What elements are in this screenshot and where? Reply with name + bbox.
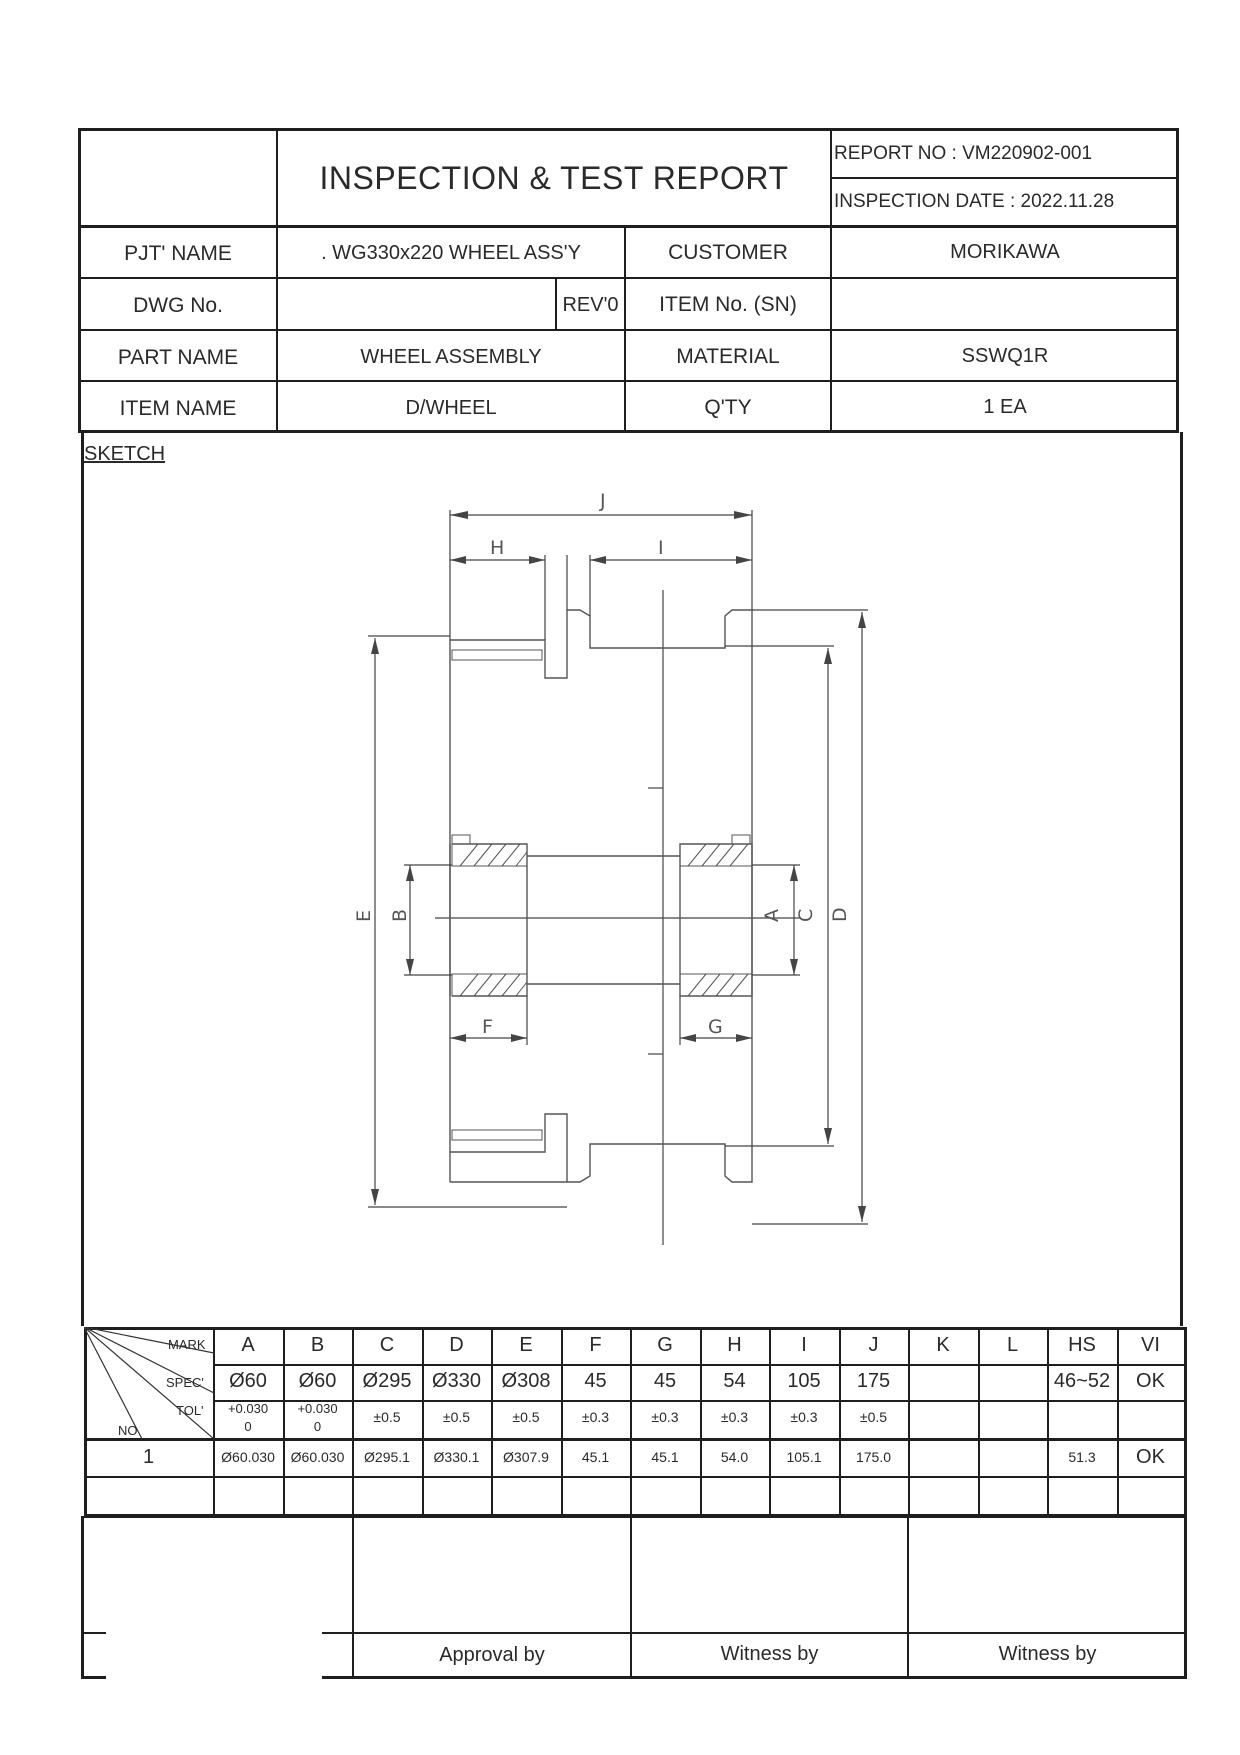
mark-header-f: F	[589, 1334, 602, 1356]
material-label: MATERIAL	[676, 345, 780, 368]
dim-label-E: E	[353, 909, 375, 922]
corner-no: NO	[118, 1423, 138, 1438]
dim-label-H: H	[490, 537, 505, 559]
mark-header-hs: HS	[1068, 1334, 1096, 1356]
dim-label-G: G	[708, 1016, 723, 1038]
spec-cell: 45	[584, 1370, 607, 1392]
spec-cell: Ø60	[229, 1370, 267, 1392]
material-value: SSWQ1R	[961, 345, 1049, 367]
qty-value: 1 EA	[983, 396, 1027, 418]
customer-value: MORIKAWA	[950, 241, 1060, 263]
mark-header-c: C	[379, 1334, 395, 1356]
inspection-date: INSPECTION DATE : 2022.11.28	[834, 191, 1115, 212]
dimension-lines	[368, 510, 868, 1224]
frame-left	[78, 128, 81, 433]
measurement-cell: 54.0	[720, 1449, 749, 1465]
measurement-cell: 105.1	[786, 1449, 822, 1465]
mark-header-a: A	[241, 1334, 255, 1356]
mark-header-l: L	[1006, 1334, 1019, 1356]
dim-label-J: J	[600, 490, 606, 512]
dim-label-I: I	[658, 537, 664, 559]
dwg-no-label: DWG No.	[133, 294, 223, 317]
measurement-cell: OK	[1136, 1446, 1165, 1468]
dim-label-B: B	[389, 908, 411, 922]
corner-spec: SPEC'	[166, 1375, 204, 1390]
qty-label: Q'TY	[704, 396, 752, 419]
tol-cell: ±0.3	[581, 1409, 610, 1425]
mark-header-j: J	[868, 1334, 879, 1356]
pjt-name-label: PJT' NAME	[124, 242, 232, 265]
measurement-cell: 45.1	[651, 1449, 679, 1465]
part-name-label: PART NAME	[117, 346, 239, 369]
spec-cell: 46~52	[1053, 1370, 1111, 1392]
dim-label-C: C	[795, 908, 817, 922]
report-number: REPORT NO : VM220902-001	[834, 143, 1093, 164]
spec-cell: Ø330	[432, 1370, 481, 1392]
dim-label-A: A	[761, 909, 783, 922]
mark-header-h: H	[727, 1334, 742, 1356]
item-name-label: ITEM NAME	[119, 397, 237, 420]
mark-header-b: B	[310, 1334, 325, 1356]
measurement-cell: 51.3	[1068, 1449, 1096, 1465]
measurement-cell: 45.1	[581, 1449, 610, 1465]
tol-cell: ±0.3	[790, 1409, 818, 1425]
measurement-cell: Ø60.030	[221, 1449, 275, 1465]
measurement-cell: Ø60.030	[290, 1449, 345, 1465]
tol-cell: ±0.5	[512, 1409, 540, 1425]
mark-header-g: G	[657, 1334, 673, 1356]
measurement-cell: Ø295.1	[364, 1449, 410, 1465]
tol-cell: ±0.3	[651, 1409, 679, 1425]
corner-mark: MARK	[168, 1337, 206, 1352]
tol-cell: ±0.5	[859, 1409, 888, 1425]
frame-right	[1176, 128, 1179, 433]
measurement-cell: Ø330.1	[433, 1449, 480, 1465]
approval-by-label: Approval by	[439, 1644, 545, 1666]
spec-cell: 105	[787, 1370, 821, 1392]
tol-cell: ±0.3	[720, 1409, 749, 1425]
wheel-outline	[450, 610, 752, 1182]
tol-cell-lower: 0	[313, 1419, 322, 1434]
report-title: INSPECTION & TEST REPORT	[319, 160, 789, 196]
measurement-cell: Ø307.9	[503, 1449, 549, 1465]
measurement-cell: 175.0	[855, 1449, 892, 1465]
dim-label-F: F	[482, 1016, 493, 1038]
mark-header-vi: VI	[1141, 1334, 1160, 1356]
spec-cell: 45	[653, 1370, 677, 1392]
corner-tol: TOL'	[176, 1403, 204, 1418]
spec-cell: Ø308	[501, 1370, 551, 1392]
item-no-label: ITEM No. (SN)	[659, 293, 797, 316]
revision: REV'0	[562, 294, 619, 316]
spec-cell: OK	[1136, 1370, 1165, 1392]
mark-header-i: I	[801, 1334, 807, 1356]
mark-header-e: E	[519, 1334, 533, 1356]
spec-cell: Ø295	[362, 1370, 412, 1392]
part-name-value: WHEEL ASSEMBLY	[360, 346, 542, 368]
spec-cell: Ø60	[298, 1370, 337, 1392]
tol-cell-upper: +0.030	[297, 1401, 338, 1416]
row-number: 1	[142, 1446, 155, 1468]
tol-cell-lower: 0	[244, 1419, 252, 1434]
mark-header-d: D	[449, 1334, 464, 1356]
dim-label-D: D	[829, 907, 851, 922]
mark-header-k: K	[936, 1334, 950, 1356]
spec-cell: 54	[723, 1370, 746, 1392]
spec-cell: 175	[856, 1370, 891, 1392]
customer-label: CUSTOMER	[668, 241, 788, 264]
witness-by-label-1: Witness by	[720, 1643, 819, 1665]
tol-cell-upper: +0.030	[227, 1401, 269, 1416]
frame-top	[78, 128, 1179, 131]
pjt-name-value: . WG330x220 WHEEL ASS'Y	[321, 242, 581, 264]
item-name-value: D/WHEEL	[405, 397, 497, 419]
sketch-label: SKETCH	[84, 443, 166, 465]
tol-cell: ±0.5	[442, 1409, 471, 1425]
witness-by-label-2: Witness by	[998, 1643, 1097, 1665]
wheel-sketch	[80, 440, 1080, 1280]
tol-cell: ±0.5	[373, 1409, 401, 1425]
